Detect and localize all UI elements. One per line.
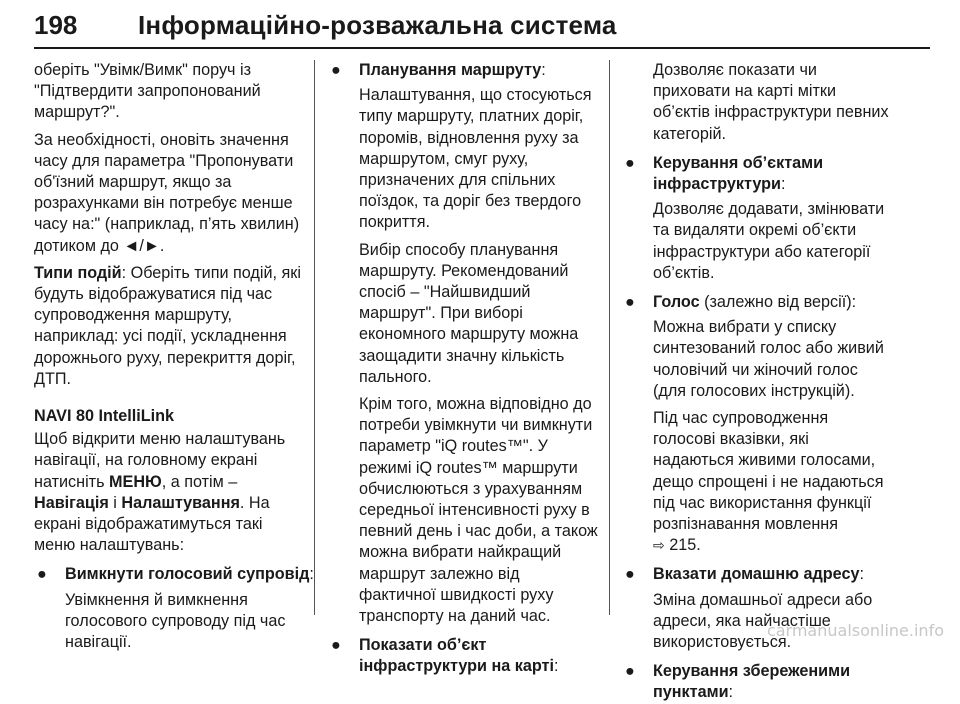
- page-number: 198: [34, 10, 78, 40]
- bullet-icon: ●: [37, 565, 47, 584]
- bullet-icon: ●: [331, 61, 341, 79]
- list-item: ● Планування маршруту: Налаштування, що стосуються типу маршруту, платних доріг, поромів, відновлення руху за маршрутом, смуг руху, призначених для спільних поїздок, та доріг без твердого покриття. Вибір способу планування маршруту. Рекомендований спосіб – "Найшвидший маршрут". При виборі економного маршруту можна заощадити значну кількість пального. Крім того, можна відповідно до потреби увімкнути чи вимкнути параметр "iQ routes™". У режимі iQ routes™ маршрути обчислюються з урахуванням середньої інтенсивності руху в певний день і час доби, а також можна вибрати найкращий маршрут залежно від фактичної швидкості руху транспорту на даний час.: [328, 60, 600, 627]
- paragraph: оберіть "Увімк/Вимк" поруч із "Підтвердити запропонований маршрут?".: [34, 61, 261, 122]
- navi-heading: NAVI 80 IntelliLink: [34, 407, 175, 426]
- bullet-icon: ●: [625, 565, 635, 584]
- bullet-icon: ●: [625, 153, 635, 172]
- settings-term: Налаштування: [121, 493, 240, 512]
- term: Голос: [653, 293, 700, 312]
- term: Керування об’єктами: [653, 153, 824, 172]
- paragraph: Дозволяє показати чи приховати на карті мітки об’єктів інфраструктури певних категорій.: [653, 61, 889, 143]
- column-2: [328, 60, 600, 678]
- term: Типи подій: [34, 263, 122, 282]
- column-1: [34, 60, 314, 661]
- paragraph: Можна вибрати у списку синтезований голос або живий чоловічий чи жіночий голос (для голосових інструкцій).: [653, 318, 884, 400]
- bullet-icon: ●: [625, 293, 635, 312]
- paragraph: Крім того, можна відповідно до потреби увімкнути чи вимкнути параметр "iQ routes™". У режимі iQ routes™ маршрути обчислюються з урахуванням середньої інтенсивності руху в певний день і час доби, а також можна вибрати найкращий маршрут залежно від фактичної швидкості руху транспорту на даний час.: [359, 395, 598, 626]
- list-item: ● Вимкнути голосовий супровід: Увімкнення й вимкнення голосового супроводу під час навігації.: [37, 565, 314, 652]
- paragraph: Вибір способу планування маршруту. Рекомендований спосіб – "Найшвидший маршрут". При виборі економного маршруту можна заощадити значну кількість пального.: [359, 240, 579, 386]
- bullet-icon: ●: [331, 636, 341, 655]
- term: Вказати домашню адресу: [653, 565, 860, 584]
- menu-term: МЕНЮ: [109, 472, 162, 491]
- term: інфраструктури: [653, 175, 781, 194]
- list-item: ● Керування збереженими пунктами:: [622, 661, 912, 703]
- term: пунктами: [653, 683, 729, 702]
- list-item: ● Вказати домашню адресу: Зміна домашньої адреси або адреси, яка найчастіше використовується.: [625, 565, 873, 652]
- term: Вимкнути голосовий супровід: [65, 565, 310, 584]
- term: Показати об’єкт: [359, 636, 487, 655]
- continued-body: [622, 60, 912, 145]
- page-reference-icon[interactable]: ⇨: [653, 537, 665, 554]
- paragraph: Щоб відкрити меню налаштувань навігації, на головному екрані натисніть МЕНЮ, а потім – Навігація і Налаштування. На екрані відображатимуться такі меню налаштувань:: [34, 430, 286, 555]
- list-item: ● Голос (залежно від версії): Можна вибрати у списку синтезований голос або живий чоловічий чи жіночий голос (для голосових інструкцій). Під час супроводження голосові вказівки, які надаються живими голосами, дещо спрощені і не надаються під час використання функції розпізнавання мовлення ⇨ 215.: [622, 292, 912, 556]
- page-header: [34, 4, 930, 48]
- column-divider: [609, 60, 610, 615]
- column-divider: [314, 60, 315, 615]
- term: Керування збереженими: [653, 662, 851, 681]
- paragraph: Типи подій: Оберіть типи подій, які будуть відображуватися під час супроводження маршруту, наприклад: усі події, ускладнення дорожнього руху, перекриття доріг, ДТП.: [34, 263, 301, 388]
- list-item: ● Керування об’єктами інфраструктури: Дозволяє додавати, змінювати та видаляти окремі об’єкти інфраструктури або категорії об’єктів.: [622, 153, 912, 284]
- watermark: carmanualsonline.info: [766, 621, 944, 640]
- column-3: [622, 60, 912, 704]
- list-item: ● Показати об’єкт інфраструктури на карті:: [328, 635, 600, 677]
- paragraph: За необхідності, оновіть значення часу для параметра "Пропонувати об'їзний маршрут, якщо за розрахунками він потребує менше часу на:" (наприклад, п’ять хвилин) дотиком до ◄/►.: [34, 130, 300, 255]
- paragraph: Під час супроводження голосові вказівки, які надаються живими голосами, дещо спрощені і не надаються під час використання функції розпізнавання мовлення ⇨ 215.: [653, 409, 884, 555]
- navigation-term: Навігація: [34, 493, 109, 512]
- paragraph: [34, 406, 306, 427]
- section-title: Інформаційно-розважальна система: [138, 10, 617, 40]
- page-reference[interactable]: 215.: [669, 536, 701, 555]
- term: Планування маршруту: [359, 61, 542, 79]
- bullet-icon: ●: [625, 662, 635, 681]
- term: інфраструктури на карті: [359, 657, 554, 676]
- header-rule: [34, 47, 930, 49]
- paragraph: Налаштування, що стосуються типу маршруту, платних доріг, поромів, відновлення руху за маршрутом, смуг руху, призначених для спільних поїздок, та доріг без твердого покриття.: [359, 86, 592, 232]
